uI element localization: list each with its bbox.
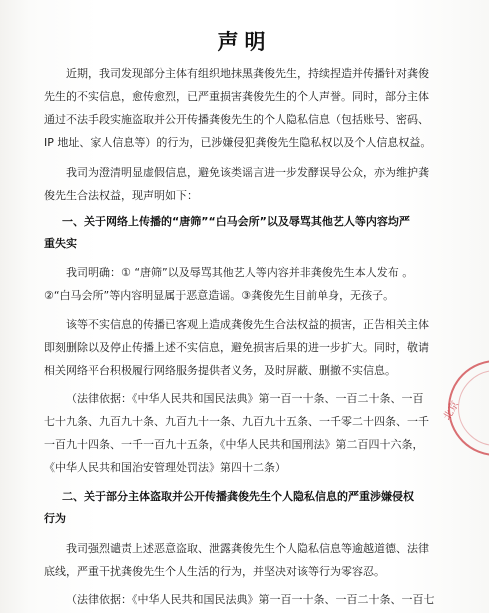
paragraph-line: 我司明确：① “唐筛”以及辱骂其他艺人等内容并非龚俊先生本人发布 。 <box>66 266 414 279</box>
paragraph-line: 俊先生合法权益，现声明如下： <box>44 189 198 202</box>
paragraph-line: 底线，严重干扰龚俊先生个人生活的行为，并坚决对该等行为零容忍。 <box>44 565 385 578</box>
paragraph-line: 即刻删除以及停止传播上述不实信息，避免损害后果的进一步扩大。同时，敬请 <box>44 341 429 354</box>
section-heading-2: 二、关于部分主体盗取并公开传播龚俊先生个人隐私信息的严重涉嫌侵权 <box>62 490 414 503</box>
paragraph-line: IP 地址、家人信息等）的行为，已涉嫌侵犯龚俊先生隐私权以及个人信息权益。 <box>44 136 432 149</box>
red-seal-stamp <box>441 360 489 456</box>
legal-basis-line: 七十九条、九百九十条、九百九十一条、九百九十五条、一千零二十四条、一千 <box>44 415 429 428</box>
red-seal-inner-ring <box>458 370 489 446</box>
paragraph-line: ②“白马会所”等内容明显属于恶意造谣。③龚俊先生目前单身，无孩子。 <box>44 289 395 302</box>
paragraph-line: 近期，我司发现部分主体有组织地抹黑龚俊先生，持续捏造并传播针对龚俊 <box>66 67 429 80</box>
section-heading-1: 一、关于网络上传播的“唐筛”“白马会所”以及辱骂其他艺人等内容均严 <box>62 215 410 228</box>
legal-basis-line: 《中华人民共和国治安管理处罚法》第四十二条） <box>44 461 286 474</box>
section-heading-1-cont: 重失实 <box>44 237 77 250</box>
paragraph-line: 该等不实信息的传播已客观上造成龚俊先生合法权益的损害，正告相关主体 <box>66 318 429 331</box>
legal-basis-line: （法律依据：《中华人民共和国民法典》第一百一十条、一百二十条、一百 <box>66 392 424 405</box>
legal-basis-line: （法律依据：《中华人民共和国民法典》第一百一十条、一百二十条、一百七 <box>66 593 435 606</box>
red-seal-text: 北京 <box>441 399 462 423</box>
document-title: 声明 <box>217 29 272 54</box>
paragraph-line: 通过不法手段实施盗取并公开传播龚俊先生的个人隐私信息（包括账号、密码、 <box>44 113 429 126</box>
paragraph-line: 相关网络平台积极履行网络服务提供者义务，及时屏蔽、删撤不实信息。 <box>44 364 396 377</box>
paragraph-line: 先生的不实信息，愈传愈烈，已严重损害龚俊先生的个人声誉。同时，部分主体 <box>44 90 429 103</box>
section-heading-2-cont: 行为 <box>44 512 66 525</box>
paragraph-line: 我司为澄清明显虚假信息，避免该类谣言进一步发酵误导公众，亦为维护龚 <box>66 166 429 179</box>
legal-basis-line: 一百九十四条、一千一百九十五条，《中华人民共和国刑法》第二百四十六条， <box>44 438 424 451</box>
paragraph-line: 我司强烈谴责上述恶意盗取、泄露龚俊先生个人隐私信息等逾越道德、法律 <box>66 542 429 555</box>
